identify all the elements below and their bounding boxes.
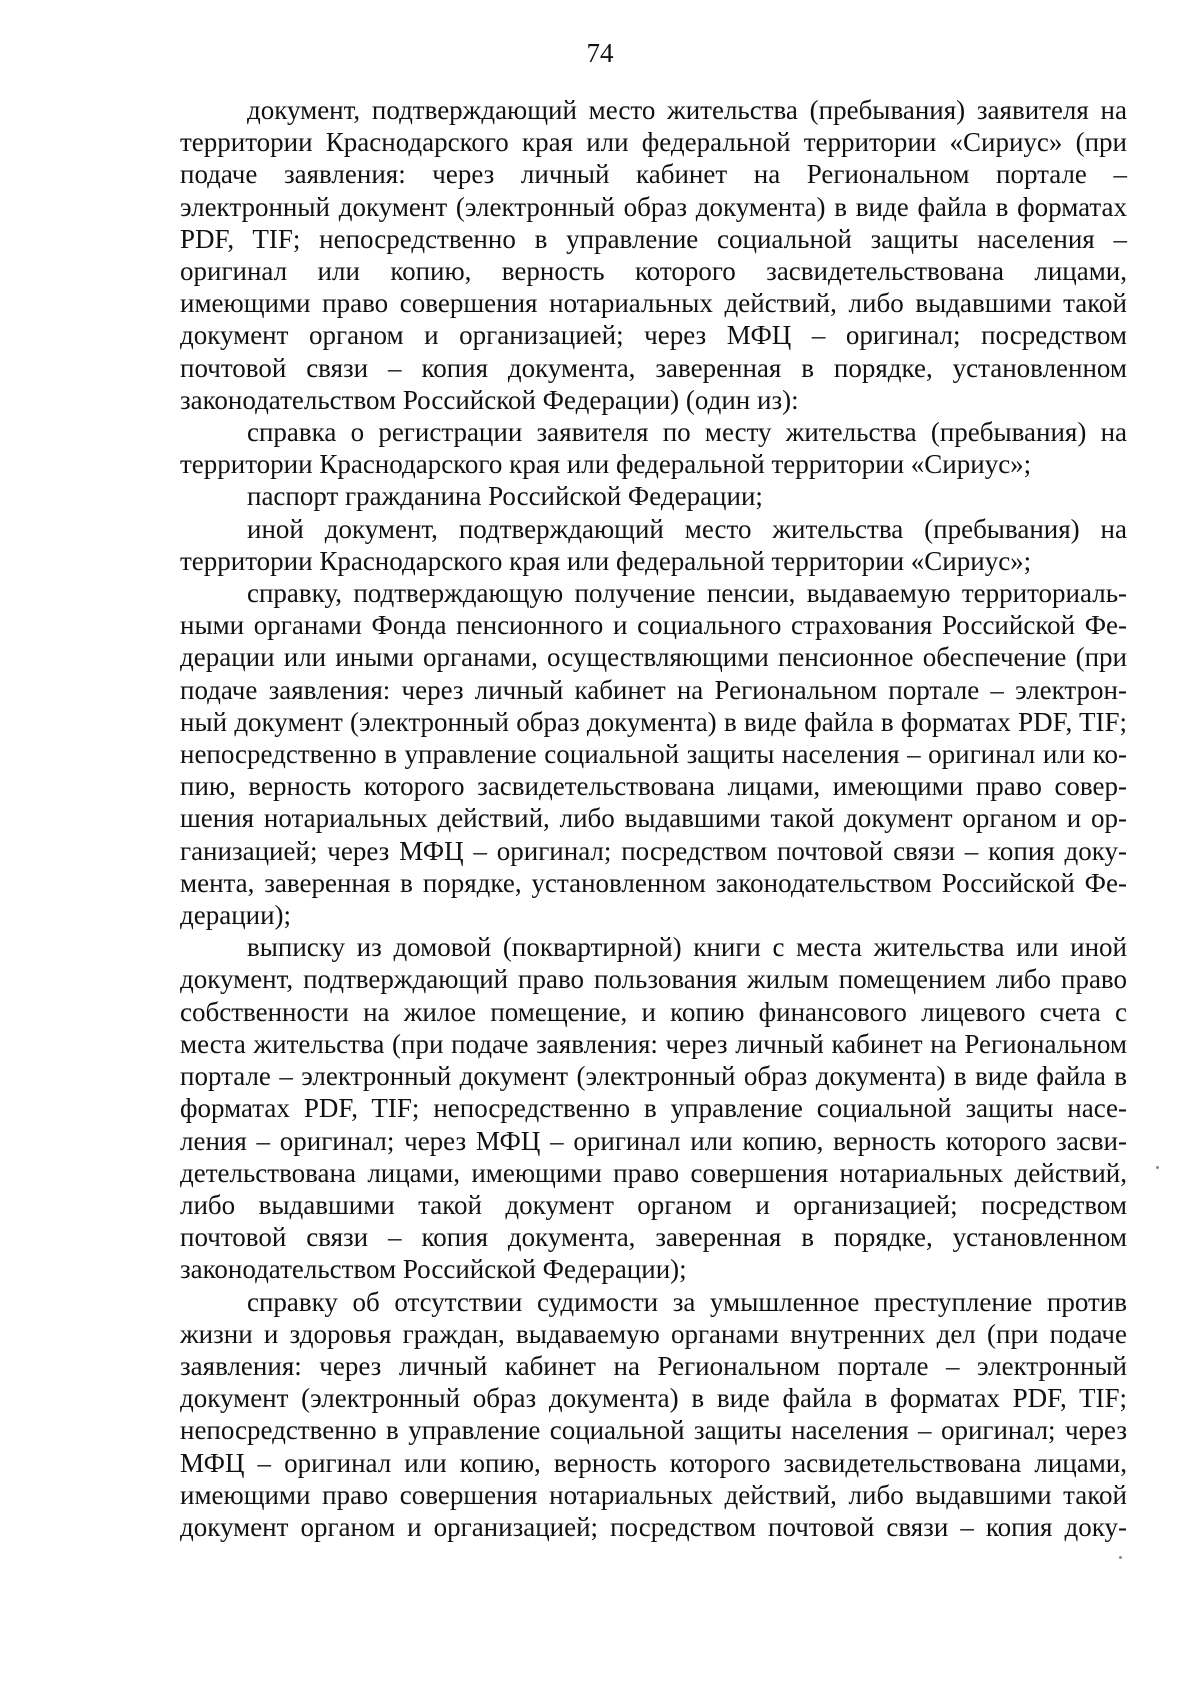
text-line: электронный документ (электронный образ документа) в виде файла в форматах	[180, 191, 1127, 222]
paragraph	[180, 416, 1127, 480]
text-line: дерации или иными органами, осуществляющими пенсионное обеспечение (при	[180, 642, 1127, 673]
text-line: справку, подтверждающую получение пенсии, выдаваемую территориаль-	[247, 578, 1127, 609]
text-line: документ, подтверждающий право пользования жилым помещением либо право	[180, 964, 1127, 995]
text-line: форматах PDF, TIF; непосредственно в управление социальной защиты насе-	[180, 1093, 1127, 1124]
body-text	[180, 94, 1127, 1543]
text-line: паспорт гражданина Российской Федерации;	[247, 481, 763, 512]
text-line: PDF, TIF; непосредственно в управление социальной защиты населения –	[180, 223, 1127, 254]
scan-speck	[1119, 1556, 1122, 1559]
text-line: документ органом и организацией; через МФЦ – оригинал; посредством	[180, 320, 1127, 351]
text-line: иной документ, подтверждающий место жительства (пребывания) на	[247, 513, 1127, 544]
text-line: подаче заявления: через личный кабинет на Региональном портале – электрон-	[180, 674, 1127, 705]
text-line: законодательством Российской Федерации) (один из):	[180, 384, 799, 415]
paragraph	[180, 1286, 1127, 1544]
text-line: документ, подтверждающий место жительства (пребывания) заявителя на	[247, 95, 1127, 125]
text-line: ления – оригинал; через МФЦ – оригинал или копию, верность которого засви-	[180, 1125, 1127, 1156]
text-line: почтовой связи – копия документа, заверенная в порядке, установленном	[180, 1222, 1127, 1253]
text-line: жизни и здоровья граждан, выдаваемую органами внутренних дел (при подаче	[180, 1318, 1127, 1349]
text-line: имеющими право совершения нотариальных действий, либо выдавшими такой	[180, 1479, 1127, 1510]
text-line: ганизацией; через МФЦ – оригинал; посредством почтовой связи – копия доку-	[180, 835, 1127, 866]
text-line: детельствована лицами, имеющими право совершения нотариальных действий,	[180, 1157, 1127, 1188]
text-line: непосредственно в управление социальной защиты населения – оригинал или ко-	[180, 739, 1127, 770]
text-line: имеющими право совершения нотариальных действий, либо выдавшими такой	[180, 288, 1127, 319]
text-line: документ (электронный образ документа) в виде файла в форматах PDF, TIF;	[180, 1383, 1127, 1414]
paragraph	[180, 931, 1127, 1285]
text-line: мента, заверенная в порядке, установленном законодательством Российской Фе-	[180, 867, 1127, 898]
text-line: территории Краснодарского края или федеральной территории «Сириус»;	[180, 449, 1032, 480]
text-line: территории Краснодарского края или федеральной территории «Сириус»;	[180, 545, 1032, 576]
text-line: справка о регистрации заявителя по месту жительства (пребывания) на	[247, 417, 1127, 448]
text-line: МФЦ – оригинал или копию, верность которого засвидетельствована лицами,	[180, 1447, 1127, 1478]
text-line: законодательством Российской Федерации);	[180, 1254, 687, 1285]
text-line: выписку из домовой (поквартирной) книги с места жительства или иной	[247, 932, 1127, 963]
paragraph	[180, 480, 1127, 512]
paragraph	[180, 577, 1127, 931]
text-line: документ органом и организацией; посредством почтовой связи – копия доку-	[180, 1511, 1127, 1542]
text-line: портале – электронный документ (электронный образ документа) в виде файла в	[180, 1061, 1127, 1092]
text-line: справку об отсутствии судимости за умышленное преступление против	[247, 1286, 1127, 1317]
text-line: места жительства (при подаче заявления: через личный кабинет на Региональном	[180, 1028, 1127, 1059]
text-line: собственности на жилое помещение, и копию финансового лицевого счета с	[180, 996, 1127, 1027]
text-line: ный документ (электронный образ документа) в виде файла в форматах PDF, TIF;	[180, 706, 1127, 737]
paragraph	[180, 94, 1127, 416]
text-line: либо выдавшими такой документ органом и организацией; посредством	[180, 1189, 1127, 1220]
scan-speck	[1156, 1166, 1159, 1169]
text-line: подаче заявления: через личный кабинет на Региональном портале –	[180, 159, 1127, 190]
text-line: шения нотариальных действий, либо выдавшими такой документ органом и ор-	[180, 803, 1127, 834]
page-number: 74	[586, 38, 614, 68]
paragraph	[180, 513, 1127, 577]
text-line: заявления: через личный кабинет на Региональном портале – электронный	[180, 1350, 1127, 1381]
text-line: непосредственно в управление социальной защиты населения – оригинал; через	[180, 1415, 1127, 1446]
text-line: ными органами Фонда пенсионного и социального страхования Российской Фе-	[180, 610, 1127, 641]
text-line: дерации);	[180, 900, 292, 931]
text-line: территории Краснодарского края или федеральной территории «Сириус» (при	[180, 127, 1127, 158]
text-line: пию, верность которого засвидетельствована лицами, имеющими право совер-	[180, 771, 1127, 802]
text-line: почтовой связи – копия документа, заверенная в порядке, установленном	[180, 352, 1127, 383]
text-line: оригинал или копию, верность которого засвидетельствована лицами,	[180, 256, 1127, 287]
